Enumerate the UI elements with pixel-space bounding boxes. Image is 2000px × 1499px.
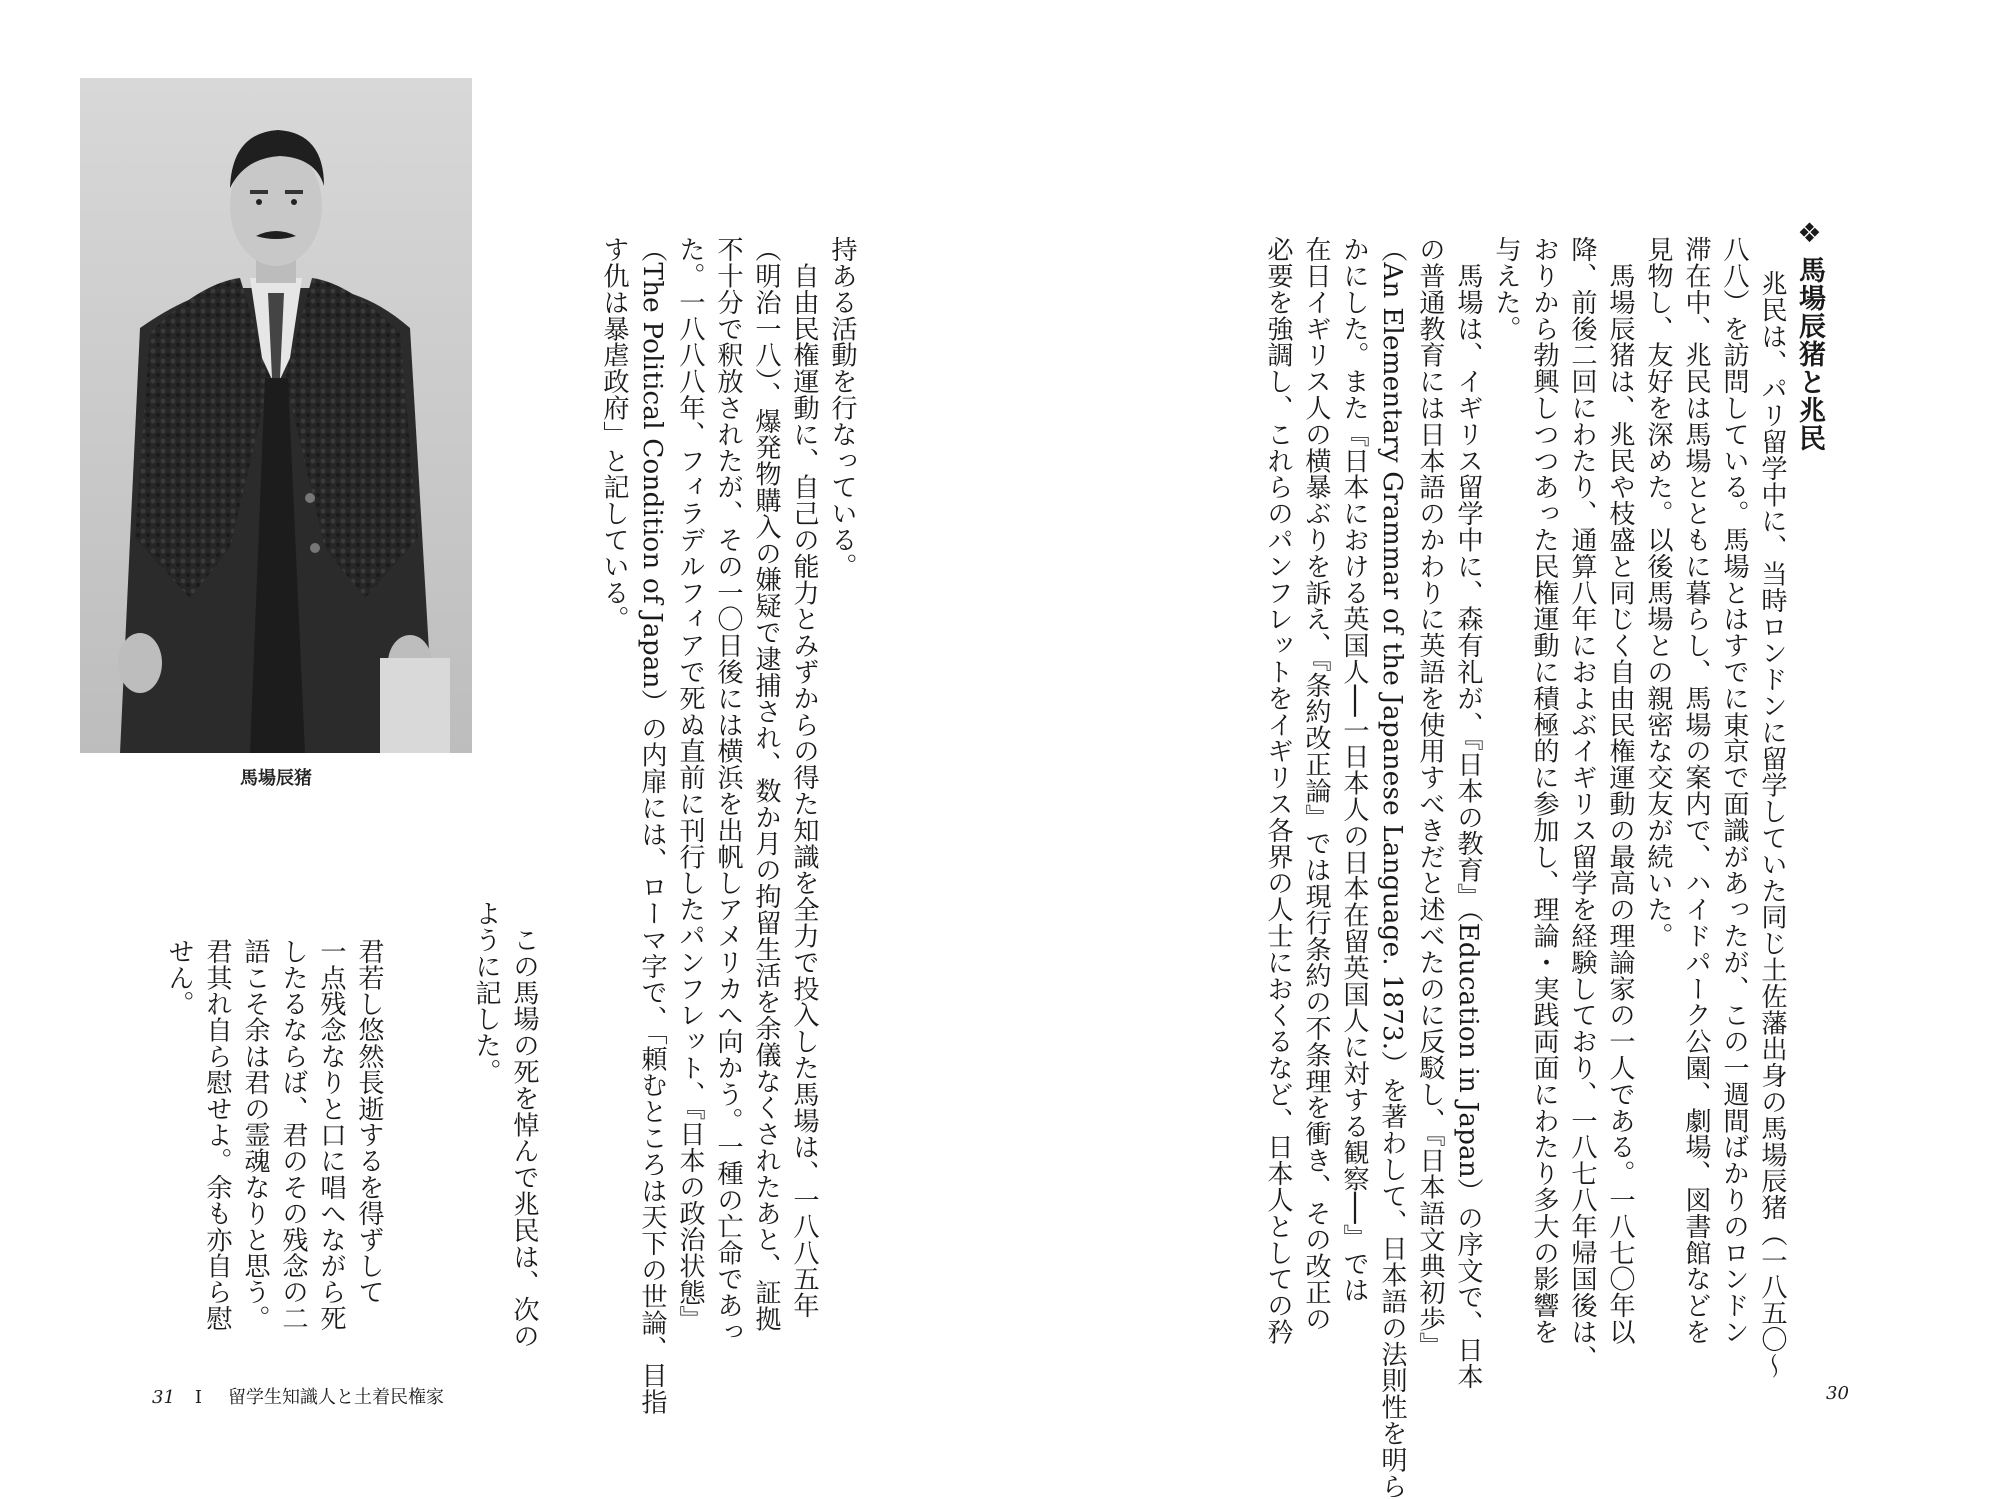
- body-text-line: す仇は暴虐政府」と記している。: [599, 236, 629, 632]
- body-text-line: 兆民は、パリ留学中に、当時ロンドンに留学していた同じ土佐藩出身の馬場辰猪（一八五〇〜: [1757, 270, 1787, 1379]
- body-text-line: 降、前後二回にわたり、通算八年におよぶイギリス留学を経験しており、一八七八年帰国後は、: [1567, 236, 1597, 1372]
- poem-line: 君若し悠然長逝するを得ずして: [354, 938, 384, 1305]
- body-text-line: （明治一八）、爆発物購入の嫌疑で逮捕され、数か月の拘留生活を余儀なくされたあと、証拠: [751, 236, 781, 1332]
- body-text-line: 馬場は、イギリス留学中に、森有礼が、『日本の教育』（Education in Japan）の序文で、日本: [1453, 236, 1483, 1390]
- poem-line: せん。: [164, 938, 194, 1017]
- section-heading: [1790, 218, 1829, 452]
- body-text-line: かにした。また『日本における英国人──一日本人の日本在留英国人に対する観察──』では: [1339, 236, 1369, 1304]
- body-text-line: ように記した。: [471, 900, 501, 1085]
- poem-line: 一点残念なりと口に唱へながら死: [316, 938, 346, 1331]
- section-heading-text: 馬場辰猪と兆民: [1794, 256, 1825, 452]
- quoted-poem: [160, 938, 388, 1331]
- body-text-line: 八八）を訪問している。馬場とはすでに東京で面識があったが、この一週間ばかりのロンドン: [1719, 236, 1749, 1345]
- body-text-line: 必要を強調し、これらのパンフレットをイギリス各界の人士におくるなど、日本人としての矜: [1263, 236, 1293, 1345]
- body-text-line: 在日イギリス人の横暴ぶりを訴え、『条約改正論』では現行条約の不条理を衝き、その改正の: [1301, 236, 1331, 1332]
- left-page-footer: [152, 1383, 444, 1409]
- photo-caption: 馬場辰猪: [240, 768, 312, 789]
- body-text-line: （The Political Condition of Japan）の内扉には、ローマ字で、「頼むところは天下の世論、目指: [637, 236, 667, 1415]
- body-text-line: の普通教育には日本語のかわりに英語を使用すべきだと述べたのに反駁し、『日本語文典初歩』: [1415, 236, 1445, 1359]
- body-text-line: おりから勃興しつつあった民権運動に積極的に参加し、理論・実践両面にわたり多大の影響を: [1529, 236, 1559, 1345]
- diamond-ornament-icon: ❖: [1794, 218, 1825, 250]
- body-text-line: 持ある活動を行なっている。: [827, 236, 857, 580]
- body-text-line: この馬場の死を悼んで兆民は、次の: [509, 900, 539, 1349]
- body-text-line: 不十分で釈放されたが、その一〇日後には横浜を出帆しアメリカへ向かう。一種の亡命であっ: [713, 236, 743, 1345]
- chapter-title: 留学生知識人と土着民権家: [228, 1387, 445, 1408]
- poem-line: 君其れ自ら慰せよ。余も亦自ら慰: [202, 938, 232, 1331]
- body-text-line: 馬場辰猪は、兆民や枝盛と同じく自由民権運動の最高の理論家の一人である。一八七〇年以: [1605, 236, 1635, 1345]
- body-text-line: 自由民権運動に、自己の能力とみずからの得た知識を全力で投入した馬場は、一八八五年: [789, 236, 819, 1319]
- body-text-line: 与えた。: [1491, 236, 1521, 342]
- body-text-line: （An Elementary Grammar of the Japanese Language. 1873.）を著わして、日本語の法則性を明ら: [1377, 236, 1407, 1499]
- body-text-line: た。一八八八年、フィラデルフィアで死ぬ直前に刊行したパンフレット、『日本の政治状態』: [675, 236, 705, 1332]
- portrait-photo: [80, 78, 472, 753]
- body-text-line: 見物し、友好を深めた。以後馬場との親密な交友が続いた。: [1643, 236, 1673, 949]
- part-number: Ⅰ: [194, 1387, 203, 1408]
- left-page-number: 31: [152, 1387, 175, 1408]
- body-text-line: 滞在中、兆民は馬場とともに暮らし、馬場の案内で、ハイドパーク公園、劇場、図書館などを: [1681, 236, 1711, 1345]
- poem-line: したるならば、君のその残念の二: [278, 938, 308, 1331]
- right-page-number: 30: [1826, 1383, 1849, 1404]
- poem-line: 語こそ余は君の霊魂なりと思う。: [240, 938, 270, 1331]
